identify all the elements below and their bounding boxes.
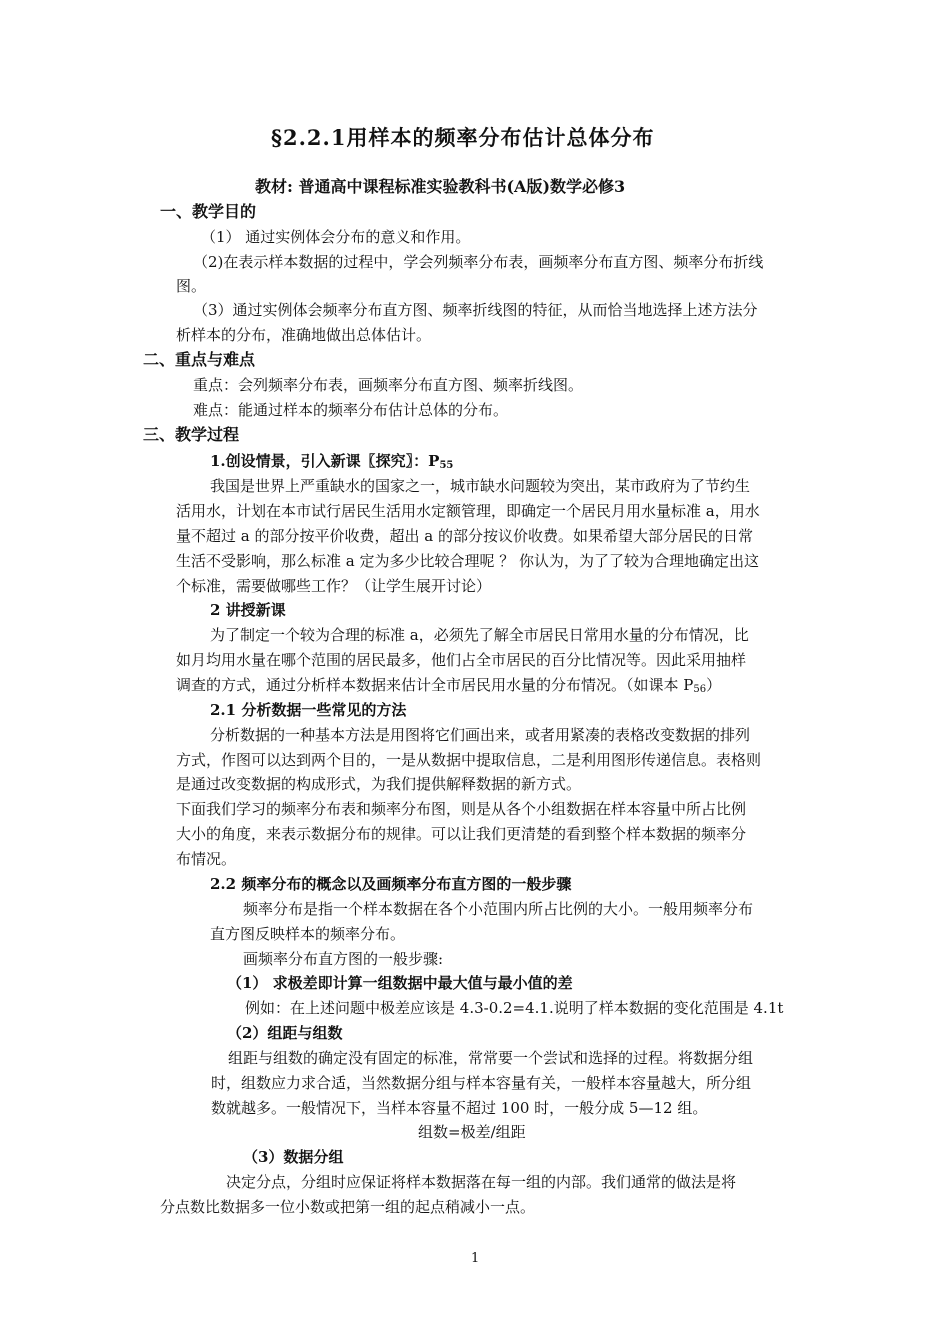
subsection-2-heading: 2 讲授新课 bbox=[210, 601, 286, 619]
analysis-line-5: 大小的角度，来表示数据分布的规律。可以让我们更清楚的看到整个样本数据的频率分 bbox=[176, 825, 747, 843]
step-2-line-2: 时，组数应力求合适，当然数据分组与样本容量有关，一般样本容量越大，所分组 bbox=[211, 1074, 752, 1092]
lecture-line-1: 为了制定一个较为合理的标准 a，必须先了解全市居民日常用水量的分布情况，比 bbox=[210, 626, 749, 644]
lecture-line-3 bbox=[176, 675, 721, 695]
scenario-line-1: 我国是世界上严重缺水的国家之一，城市缺水问题较为突出，某市政府为了节约生 bbox=[210, 477, 751, 495]
step-2-line-1: 组距与组数的确定没有固定的标准，常常要一个尝试和选择的过程。将数据分组 bbox=[228, 1049, 754, 1067]
analysis-line-6: 布情况。 bbox=[176, 850, 237, 868]
concept-line-2: 直方图反映样本的频率分布。 bbox=[210, 925, 406, 943]
step-1-heading: （1） 求极差即计算一组数据中最大值与最小值的差 bbox=[227, 974, 573, 992]
scenario-line-4: 生活不受影响，那么标准 a 定为多少比较合理呢 ？ 你认为，为了了较为合理地确定出这 bbox=[176, 552, 760, 570]
subsection-2-1-heading: 2.1 分析数据一些常见的方法 bbox=[210, 701, 407, 719]
objective-1: （1） 通过实例体会分布的意义和作用。 bbox=[201, 228, 471, 246]
section-2-heading: 二、重点与难点 bbox=[143, 350, 256, 369]
subsection-2-2-heading: 2.2 频率分布的概念以及画频率分布直方图的一般步骤 bbox=[210, 875, 572, 893]
lecture-line-2: 如月均用水量在哪个范围的居民最多，他们占全市居民的百分比情况等。因此采用抽样 bbox=[176, 651, 747, 669]
textbook-subtitle: 教材: 普通高中课程标准实验教科书(A版)数学必修3 bbox=[255, 177, 626, 196]
subsection-1-heading-text: 1.创设情景，引入新课〖探究〗：P bbox=[210, 452, 440, 470]
section-1-heading: 一、教学目的 bbox=[160, 202, 257, 221]
analysis-line-4: 下面我们学习的频率分布表和频率分布图，则是从各个小组数据在样本容量中所占比例 bbox=[176, 800, 747, 818]
concept-line-3: 画频率分布直方图的一般步骤: bbox=[243, 950, 444, 968]
objective-2-line-2: 图。 bbox=[176, 277, 207, 295]
step-1-example: 例如：在上述问题中极差应该是 4.3-0.2=4.1.说明了样本数据的变化范围是 4.1t bbox=[245, 999, 784, 1017]
objective-2-line-1: （2)在表示样本数据的过程中，学会列频率分布表，画频率分布直方图、频率分布折线 bbox=[193, 253, 764, 271]
subsection-1-heading bbox=[210, 451, 453, 471]
scenario-line-2: 活用水，计划在本市试行居民生活用水定额管理，即确定一个居民月用水量标准 a，用水 bbox=[176, 502, 760, 520]
difficult-point: 难点：能通过样本的频率分布估计总体的分布。 bbox=[193, 401, 509, 419]
page-title: §2.2.1用样本的频率分布估计总体分布 bbox=[271, 125, 655, 150]
key-point: 重点：会列频率分布表，画频率分布直方图、频率折线图。 bbox=[193, 376, 584, 394]
step-3-line-1: 决定分点，分组时应保证将样本数据落在每一组的内部。我们通常的做法是将 bbox=[226, 1173, 737, 1191]
scenario-line-5: 个标准，需要做哪些工作？（让学生展开讨论） bbox=[176, 577, 492, 595]
concept-line-1: 频率分布是指一个样本数据在各个小范围内所占比例的大小。一般用频率分布 bbox=[243, 900, 754, 918]
objective-3-line-2: 析样本的分布，准确地做出总体估计。 bbox=[176, 326, 432, 344]
lecture-page-sub: 56 bbox=[693, 684, 707, 695]
lecture-line-3-text: 调查的方式，通过分析样本数据来估计全市居民用水量的分布情况。（如课本 P bbox=[176, 676, 694, 694]
page-number: 1 bbox=[471, 1251, 480, 1266]
scenario-line-3: 量不超过 a 的部分按平价收费，超出 a 的部分按议价收费。如果希望大部分居民的日常 bbox=[176, 527, 753, 545]
analysis-line-1: 分析数据的一种基本方法是用图将它们画出来，或者用紧凑的表格改变数据的排列 bbox=[210, 726, 751, 744]
lecture-line-3-end: ） bbox=[706, 676, 722, 694]
step-2-line-3: 数就越多。一般情况下，当样本容量不超过 100 时，一般分成 5—12 组。 bbox=[211, 1099, 708, 1117]
subsection-1-page-sub: 55 bbox=[439, 460, 454, 471]
formula: 组数=极差/组距 bbox=[418, 1123, 526, 1141]
step-3-line-2: 分点数比数据多一位小数或把第一组的起点稍减小一点。 bbox=[160, 1198, 536, 1216]
step-2-heading: （2）组距与组数 bbox=[227, 1024, 343, 1042]
objective-3-line-1: （3）通过实例体会频率分布直方图、频率折线图的特征，从而恰当地选择上述方法分 bbox=[193, 301, 758, 319]
analysis-line-2: 方式，作图可以达到两个目的，一是从数据中提取信息，二是利用图形传递信息。表格则 bbox=[176, 751, 762, 769]
section-3-heading: 三、教学过程 bbox=[143, 425, 240, 444]
step-3-heading: （3）数据分组 bbox=[243, 1148, 344, 1166]
analysis-line-3: 是通过改变数据的构成形式，为我们提供解释数据的新方式。 bbox=[176, 775, 582, 793]
